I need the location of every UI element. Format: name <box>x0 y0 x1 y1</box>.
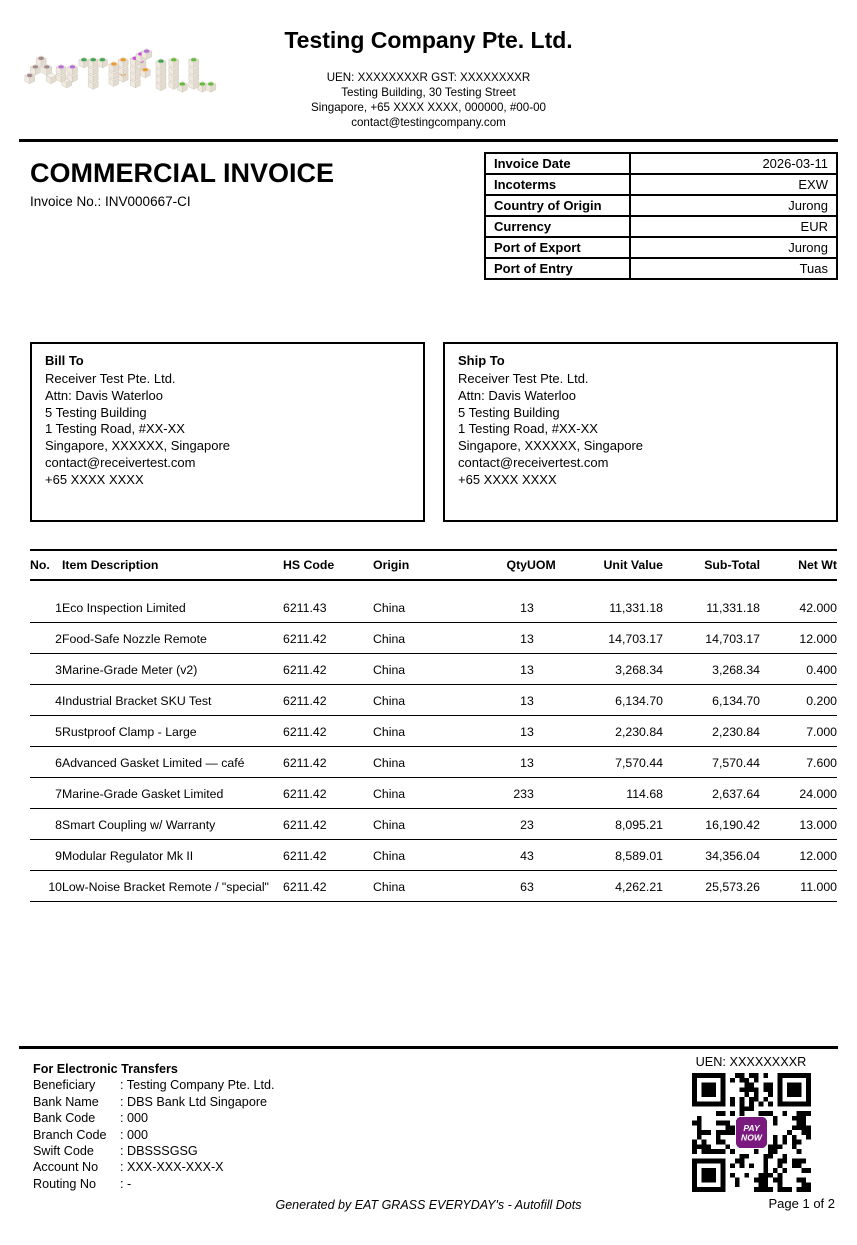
items-cell: 6211.42 <box>283 623 373 654</box>
bill-to-title: Bill To <box>45 353 84 368</box>
items-cell: 5 <box>30 716 62 747</box>
invoice-detail-label: Currency <box>485 216 630 237</box>
items-cell: 9 <box>30 840 62 871</box>
header-divider <box>19 139 838 142</box>
invoice-detail-label: Port of Export <box>485 237 630 258</box>
address-line: 5 Testing Building <box>458 404 560 420</box>
items-cell: 3 <box>30 654 62 685</box>
invoice-detail-value: Jurong <box>630 195 837 216</box>
items-table-row <box>30 654 837 685</box>
bank-detail-value: : Testing Company Pte. Ltd. <box>120 1078 275 1093</box>
generated-by-note: Generated by EAT GRASS EVERYDAY's - Autofill Dots <box>275 1198 582 1212</box>
items-cell: 11,331.18 <box>572 580 663 623</box>
items-cell: 7 <box>30 778 62 809</box>
items-column-header: HS Code <box>283 550 373 580</box>
bank-detail-label: Account No <box>33 1160 99 1175</box>
items-cell: 3 <box>527 685 572 716</box>
bank-detail-value: : - <box>120 1176 132 1191</box>
items-cell: 12.000 <box>760 623 837 654</box>
items-cell: 3,268.34 <box>663 654 760 685</box>
items-cell: 6211.42 <box>283 716 373 747</box>
items-cell: 3 <box>527 623 572 654</box>
svg-text:NOW: NOW <box>740 1132 762 1143</box>
items-cell: 6211.42 <box>283 871 373 902</box>
items-table-header-row <box>30 550 837 580</box>
bill-to-box <box>30 342 425 522</box>
bank-detail-label: Bank Name <box>33 1094 99 1109</box>
bank-detail-row <box>33 1159 274 1175</box>
invoice-detail-row <box>485 258 837 279</box>
items-cell: 6211.42 <box>283 685 373 716</box>
items-cell: 6211.42 <box>283 654 373 685</box>
items-cell: 2,637.64 <box>663 778 760 809</box>
items-cell: 11.000 <box>760 871 837 902</box>
items-cell: 2 <box>497 809 527 840</box>
items-cell: China <box>373 871 497 902</box>
items-table <box>30 549 837 902</box>
items-cell: Advanced Gasket Limited — café <box>62 747 283 778</box>
items-cell: 14,703.17 <box>663 623 760 654</box>
items-column-header: No. <box>30 550 62 580</box>
items-cell: 3 <box>527 580 572 623</box>
address-line: Singapore, XXXXXX, Singapore <box>458 438 644 454</box>
items-cell: 14,703.17 <box>572 623 663 654</box>
items-cell: 24.000 <box>760 778 837 809</box>
bank-detail-label: Bank Code <box>33 1111 96 1126</box>
company-registration: UEN: XXXXXXXXR GST: XXXXXXXXR <box>326 71 531 84</box>
items-table-row <box>30 809 837 840</box>
svg-text:PAY: PAY <box>742 1123 760 1134</box>
ship-to-box <box>443 342 838 522</box>
items-cell: 25,573.26 <box>663 871 760 902</box>
items-cell: 10 <box>30 871 62 902</box>
document-title: COMMERCIAL INVOICE <box>30 158 335 188</box>
address-line: Singapore, XXXXXX, Singapore <box>45 438 231 454</box>
items-cell: 4 <box>497 840 527 871</box>
items-cell: 6211.42 <box>283 747 373 778</box>
invoice-detail-value: EXW <box>630 174 837 195</box>
items-cell: 0.400 <box>760 654 837 685</box>
address-line: contact@receivertest.com <box>45 454 196 470</box>
items-cell: 7.600 <box>760 747 837 778</box>
bank-detail-row <box>33 1094 274 1110</box>
address-line: contact@receivertest.com <box>458 454 609 470</box>
items-cell: Low-Noise Bracket Remote / "special" <box>62 871 283 902</box>
invoice-detail-label: Incoterms <box>485 174 630 195</box>
invoice-detail-value: Jurong <box>630 237 837 258</box>
items-cell: 11,331.18 <box>663 580 760 623</box>
items-cell: 4 <box>30 685 62 716</box>
items-cell: 6211.42 <box>283 778 373 809</box>
items-cell: 114.68 <box>572 778 663 809</box>
items-cell: Rustproof Clamp - Large <box>62 716 283 747</box>
items-table-row <box>30 580 837 623</box>
items-cell: 6211.42 <box>283 840 373 871</box>
bank-detail-row <box>33 1077 274 1093</box>
bank-details <box>33 1061 274 1192</box>
items-cell: 4,262.21 <box>572 871 663 902</box>
items-cell: 13.000 <box>760 809 837 840</box>
address-line: 1 Testing Road, #XX-XX <box>458 421 598 437</box>
items-cell: 1 <box>30 580 62 623</box>
bank-detail-value: : 000 <box>120 1127 149 1142</box>
items-cell: 12.000 <box>760 840 837 871</box>
items-column-header: Item Description <box>62 550 283 580</box>
bank-detail-row <box>33 1110 274 1126</box>
items-cell: 6,134.70 <box>572 685 663 716</box>
items-cell: China <box>373 778 497 809</box>
address-line: +65 XXXX XXXX <box>458 471 557 487</box>
bank-detail-row <box>33 1176 274 1192</box>
items-table-row <box>30 623 837 654</box>
items-cell: Industrial Bracket SKU Test <box>62 685 283 716</box>
items-cell: 3,268.34 <box>572 654 663 685</box>
items-table-row <box>30 778 837 809</box>
bank-detail-row <box>33 1127 274 1143</box>
items-cell: 3 <box>527 840 572 871</box>
items-cell: 6,134.70 <box>663 685 760 716</box>
items-cell: 23 <box>497 778 527 809</box>
bank-detail-label: Swift Code <box>33 1144 94 1159</box>
items-cell: 1 <box>497 654 527 685</box>
items-cell: 3 <box>527 716 572 747</box>
invoice-detail-label: Port of Entry <box>485 258 630 279</box>
bank-details-title: For Electronic Transfers <box>33 1062 178 1076</box>
items-cell: Smart Coupling w/ Warranty <box>62 809 283 840</box>
invoice-detail-value: EUR <box>630 216 837 237</box>
invoice-detail-row <box>485 174 837 195</box>
invoice-detail-label: Country of Origin <box>485 195 630 216</box>
items-cell: 2 <box>30 623 62 654</box>
items-table-row <box>30 840 837 871</box>
bank-detail-label: Beneficiary <box>33 1078 96 1093</box>
items-cell: 8,589.01 <box>572 840 663 871</box>
qr-block <box>689 1055 813 1192</box>
items-cell: Food-Safe Nozzle Remote <box>62 623 283 654</box>
items-cell: Eco Inspection Limited <box>62 580 283 623</box>
items-cell: 6211.42 <box>283 809 373 840</box>
items-cell: 8,095.21 <box>572 809 663 840</box>
items-cell: 2,230.84 <box>663 716 760 747</box>
company-email: contact@testingcompany.com <box>351 116 506 129</box>
items-column-header: Origin <box>373 550 497 580</box>
invoice-detail-row <box>485 195 837 216</box>
address-line: +65 XXXX XXXX <box>45 471 144 487</box>
page-header <box>0 0 857 139</box>
bank-detail-label: Routing No <box>33 1176 97 1191</box>
title-block <box>30 152 334 209</box>
footer-divider <box>19 1046 838 1049</box>
invoice-detail-row <box>485 237 837 258</box>
items-cell: 42.000 <box>760 580 837 623</box>
address-line: 1 Testing Road, #XX-XX <box>45 421 185 437</box>
items-cell: 3 <box>527 654 572 685</box>
items-table-row <box>30 685 837 716</box>
company-address-line1: Testing Building, 30 Testing Street <box>341 86 516 99</box>
items-cell: 7.000 <box>760 716 837 747</box>
items-cell: China <box>373 840 497 871</box>
items-cell: China <box>373 747 497 778</box>
invoice-detail-row <box>485 153 837 174</box>
items-cell: 1 <box>497 716 527 747</box>
items-cell: 1 <box>497 580 527 623</box>
items-column-header: Sub-Total <box>663 550 760 580</box>
items-cell: China <box>373 654 497 685</box>
company-address-line2: Singapore, +65 XXXX XXXX, 000000, #00-00 <box>311 101 546 114</box>
items-cell: Marine-Grade Gasket Limited <box>62 778 283 809</box>
items-cell: 3 <box>527 809 572 840</box>
invoice-detail-value: 2026-03-11 <box>630 153 837 174</box>
items-cell: Modular Regulator Mk II <box>62 840 283 871</box>
company-name: Testing Company Pte. Ltd. <box>284 27 573 53</box>
items-cell: 8 <box>30 809 62 840</box>
invoice-detail-value: Tuas <box>630 258 837 279</box>
items-column-header: UOM <box>527 550 572 580</box>
items-table-row <box>30 716 837 747</box>
invoice-details-table <box>484 152 838 280</box>
items-cell: 3 <box>527 747 572 778</box>
page-indicator: Page 1 of 2 <box>768 1196 835 1211</box>
invoice-detail-label: Invoice Date <box>485 153 630 174</box>
items-cell: 1 <box>497 747 527 778</box>
address-line: Attn: Davis Waterloo <box>458 387 577 403</box>
items-cell: China <box>373 809 497 840</box>
items-column-header: Qty <box>497 550 527 580</box>
items-cell: 3 <box>527 871 572 902</box>
items-column-header: Unit Value <box>572 550 663 580</box>
address-line: Receiver Test Pte. Ltd. <box>458 371 589 386</box>
bank-detail-value: : DBS Bank Ltd Singapore <box>120 1094 268 1109</box>
ship-to-lines <box>458 371 823 489</box>
items-cell: 7,570.44 <box>572 747 663 778</box>
items-table-row <box>30 747 837 778</box>
qr-uen-caption: UEN: XXXXXXXXR <box>695 1055 807 1069</box>
bank-detail-row <box>33 1143 274 1159</box>
bank-rows <box>33 1077 274 1192</box>
invoice-detail-row <box>485 216 837 237</box>
items-cell: 0.200 <box>760 685 837 716</box>
items-cell: 7,570.44 <box>663 747 760 778</box>
bank-detail-value: : 000 <box>120 1111 149 1126</box>
items-cell: 6 <box>497 871 527 902</box>
items-cell: China <box>373 623 497 654</box>
items-cell: China <box>373 716 497 747</box>
address-line: Attn: Davis Waterloo <box>45 387 164 403</box>
bank-detail-label: Branch Code <box>33 1127 107 1142</box>
items-table-row <box>30 871 837 902</box>
items-cell: 2,230.84 <box>572 716 663 747</box>
items-cell: 16,190.42 <box>663 809 760 840</box>
items-cell: Marine-Grade Meter (v2) <box>62 654 283 685</box>
items-cell: 34,356.04 <box>663 840 760 871</box>
items-cell: 6211.43 <box>283 580 373 623</box>
bank-detail-value: : XXX-XXX-XXX-X <box>120 1160 224 1175</box>
items-cell: China <box>373 685 497 716</box>
ship-to-title: Ship To <box>458 353 505 368</box>
bill-to-lines <box>45 371 410 489</box>
autofill-blocks-logo <box>24 34 238 114</box>
paynow-qr-code <box>692 1073 811 1192</box>
items-column-header: Net Wt <box>760 550 837 580</box>
items-cell: 1 <box>497 623 527 654</box>
bank-detail-value: : DBSSSGSG <box>120 1144 198 1159</box>
invoice-number: Invoice No.: INV000667-CI <box>30 194 191 209</box>
items-cell: China <box>373 580 497 623</box>
items-cell: 6 <box>30 747 62 778</box>
items-cell: 3 <box>527 778 572 809</box>
items-cell: 1 <box>497 685 527 716</box>
address-line: Receiver Test Pte. Ltd. <box>45 371 176 386</box>
address-line: 5 Testing Building <box>45 404 147 420</box>
